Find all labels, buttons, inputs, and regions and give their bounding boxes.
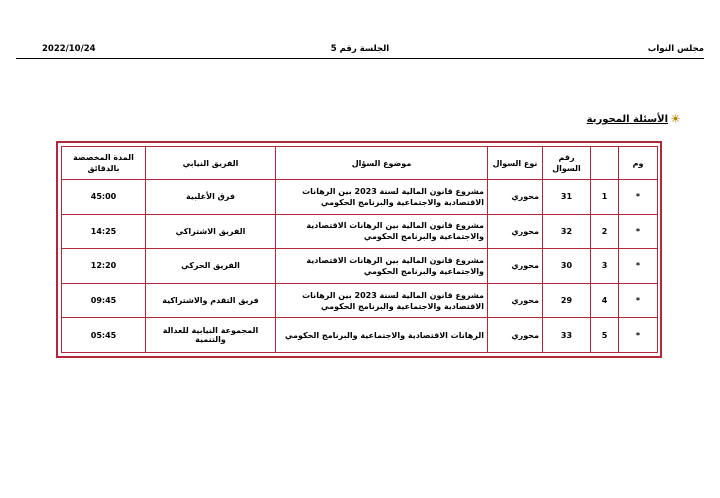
header-date: 2022/10/24 xyxy=(42,44,96,54)
header-num: وم xyxy=(619,147,658,180)
cell-question-no: 30 xyxy=(543,249,591,284)
cell-subject: الرهانات الاقتصادية والاجتماعية والبرنامج الحكومي xyxy=(276,318,488,353)
cell-team: فرق الأغلبية xyxy=(146,180,276,215)
questions-table xyxy=(61,146,658,353)
table-row xyxy=(62,284,658,319)
cell-team: الفريق الحركي xyxy=(146,249,276,284)
table-row xyxy=(62,215,658,250)
header-session: الجلسة رقم 5 xyxy=(330,44,390,54)
header-institution: مجلس النواب xyxy=(647,44,704,54)
cell-type: محوري xyxy=(488,180,543,215)
cell-team: الفريق الاشتراكي xyxy=(146,215,276,250)
header-subject: موضوع السؤال xyxy=(276,147,488,180)
cell-mark: * xyxy=(619,249,658,284)
cell-type: محوري xyxy=(488,249,543,284)
cell-duration: 12:20 xyxy=(62,249,146,284)
cell-mark: * xyxy=(619,180,658,215)
header-question-no: رقم السوال xyxy=(543,147,591,180)
header-blank xyxy=(591,147,619,180)
cell-question-no: 32 xyxy=(543,215,591,250)
cell-duration: 05:45 xyxy=(62,318,146,353)
questions-table-frame xyxy=(56,141,662,358)
cell-subject: مشروع قانون المالية لسنة 2023 بين الرهانات الاقتصادية والاجتماعية والبرنامج الحكومي xyxy=(276,284,488,319)
table-row xyxy=(62,249,658,284)
cell-index: 4 xyxy=(591,284,619,319)
sun-bullet-icon xyxy=(671,114,680,123)
section-title-text: الأسئلة المحورية xyxy=(586,114,668,125)
header-type: نوع السوال xyxy=(488,147,543,180)
cell-mark: * xyxy=(619,284,658,319)
cell-duration: 45:00 xyxy=(62,180,146,215)
table-row xyxy=(62,318,658,353)
cell-mark: * xyxy=(619,318,658,353)
cell-index: 5 xyxy=(591,318,619,353)
cell-question-no: 33 xyxy=(543,318,591,353)
cell-mark: * xyxy=(619,215,658,250)
cell-duration: 09:45 xyxy=(62,284,146,319)
cell-subject: مشروع قانون المالية لسنة 2023 بين الرهانات الاقتصادية والاجتماعية والبرنامج الحكومي xyxy=(276,180,488,215)
page-header xyxy=(16,44,704,58)
cell-index: 1 xyxy=(591,180,619,215)
cell-index: 2 xyxy=(591,215,619,250)
table-header-row xyxy=(62,147,658,180)
cell-team: المجموعة النيابية للعدالة والتنمية xyxy=(146,318,276,353)
cell-question-no: 29 xyxy=(543,284,591,319)
cell-type: محوري xyxy=(488,215,543,250)
header-divider xyxy=(16,58,704,59)
cell-index: 3 xyxy=(591,249,619,284)
cell-question-no: 31 xyxy=(543,180,591,215)
header-duration: المدة المخصصة بالدقائق xyxy=(62,147,146,180)
cell-team: فريق التقدم والاشتراكية xyxy=(146,284,276,319)
cell-type: محوري xyxy=(488,318,543,353)
cell-subject: مشروع قانون المالية بين الرهانات الاقتصادية والاجتماعية والبرنامج الحكومي xyxy=(276,215,488,250)
header-team: الفريق النيابي xyxy=(146,147,276,180)
cell-type: محوري xyxy=(488,284,543,319)
section-title xyxy=(587,114,680,125)
cell-subject: مشروع قانون المالية بين الرهانات الاقتصادية والاجتماعية والبرنامج الحكومي xyxy=(276,249,488,284)
cell-duration: 14:25 xyxy=(62,215,146,250)
table-row xyxy=(62,180,658,215)
